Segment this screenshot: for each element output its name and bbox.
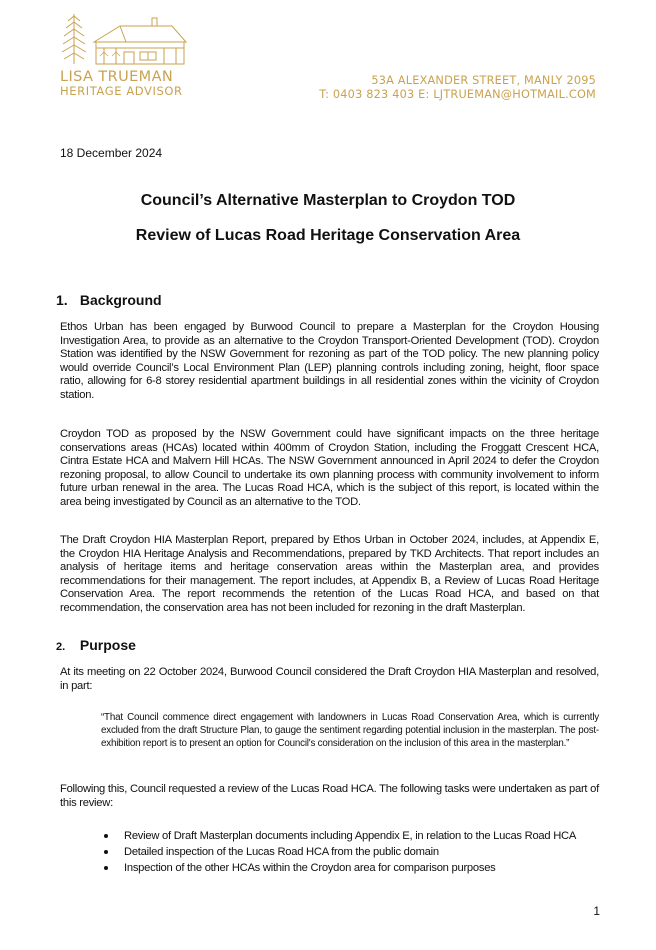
paragraph: At its meeting on 22 October 2024, Burwood Council considered the Draft Croydon HIA Masterplan and resolved, in part: — [60, 666, 599, 692]
heritage-cottage-logo-icon — [60, 12, 190, 68]
paragraph: The Draft Croydon HIA Masterplan Report, prepared by Ethos Urban in October 2024, includes, at Appendix E, the Croydon HIA Heritage Analysis and Recommendations, prepared by TKD Architects. That report includes an analysis of heritage items and heritage conservation areas within the Masterplan area, and provides recommendations for their management. The report includes, at Appendix B, a Review of Lucas Road Heritage Conservation Area. The report recommends the retention of the Lucas Road HCA, and based on that recommendation, the conservation area has not been included for rezoning in the draft Masterplan. — [60, 534, 599, 614]
section-number: 2. — [56, 641, 66, 653]
council-resolution-quote: “That Council commence direct engagement with landowners in Lucas Road Conservation Area, which is currently excluded from the draft Structure Plan, to gauge the sentiment regarding potential inclusion in the masterplan. The post-exhibition report is to present an option for Council's consideration on the inclusion of this area in the masterplan.” — [101, 712, 599, 749]
page-number: 1 — [593, 904, 600, 918]
section-heading-background — [56, 292, 162, 308]
brand-block — [60, 70, 183, 97]
section-title: Purpose — [79, 637, 136, 653]
section-heading-purpose — [56, 637, 136, 653]
paragraph: Following this, Council requested a review of the Lucas Road HCA. The following tasks were undertaken as part of this review: — [60, 783, 599, 809]
section-title: Background — [79, 292, 162, 308]
letter-date: 18 December 2024 — [60, 146, 163, 160]
brand-name: LISA TRUEMAN — [60, 69, 174, 85]
address-line: 53A ALEXANDER STREET, MANLY 2095 — [371, 74, 596, 87]
list-item: Detailed inspection of the Lucas Road HCA from the public domain — [100, 844, 576, 860]
document-title: Council’s Alternative Masterplan to Croydon TOD — [140, 192, 516, 209]
contact-block — [319, 74, 596, 102]
list-item: Inspection of the other HCAs within the Croydon area for comparison purposes — [100, 860, 576, 876]
contact-line: T: 0403 823 403 E: LJTRUEMAN@HOTMAIL.COM — [319, 88, 596, 101]
list-item: Review of Draft Masterplan documents including Appendix E, in relation to the Lucas Road HCA — [100, 828, 576, 844]
section-number: 1. — [56, 292, 68, 308]
bullet-icon — [104, 850, 108, 854]
task-list — [100, 828, 576, 876]
bullet-icon — [104, 834, 108, 838]
brand-role: HERITAGE ADVISOR — [60, 84, 183, 99]
paragraph: Croydon TOD as proposed by the NSW Government could have significant impacts on the three heritage conservations areas (HCAs) located within 400mm of Croydon Station, including the Froggatt Crescent HCA, Cintra Estate HCA and Malvern Hill HCAs. The NSW Government announced in April 2024 to defer the Croydon rezoning proposal, to allow Council to undertake its own planning process with community involvement to inform future urban renewal in the area. The Lucas Road HCA, which is the subject of this report, is located within the area being investigated by Council as an alternative to the TOD. — [60, 428, 599, 508]
paragraph: Ethos Urban has been engaged by Burwood Council to prepare a Masterplan for the Croydon Housing Investigation Area, to provide as an alternative to the Croydon Transport-Oriented Development (TOD). Croydon Station was identified by the NSW Government for rezoning as part of the TOD policy. The new planning policy would override Council’s Local Environment Plan (LEP) planning controls including zoning, height, floor space ratio, allowing for 6-8 storey residential apartment buildings in all residential zones within the vicinity of Croydon station. — [60, 321, 599, 401]
document-subtitle: Review of Lucas Road Heritage Conservation Area — [135, 227, 521, 244]
bullet-icon — [104, 866, 108, 870]
